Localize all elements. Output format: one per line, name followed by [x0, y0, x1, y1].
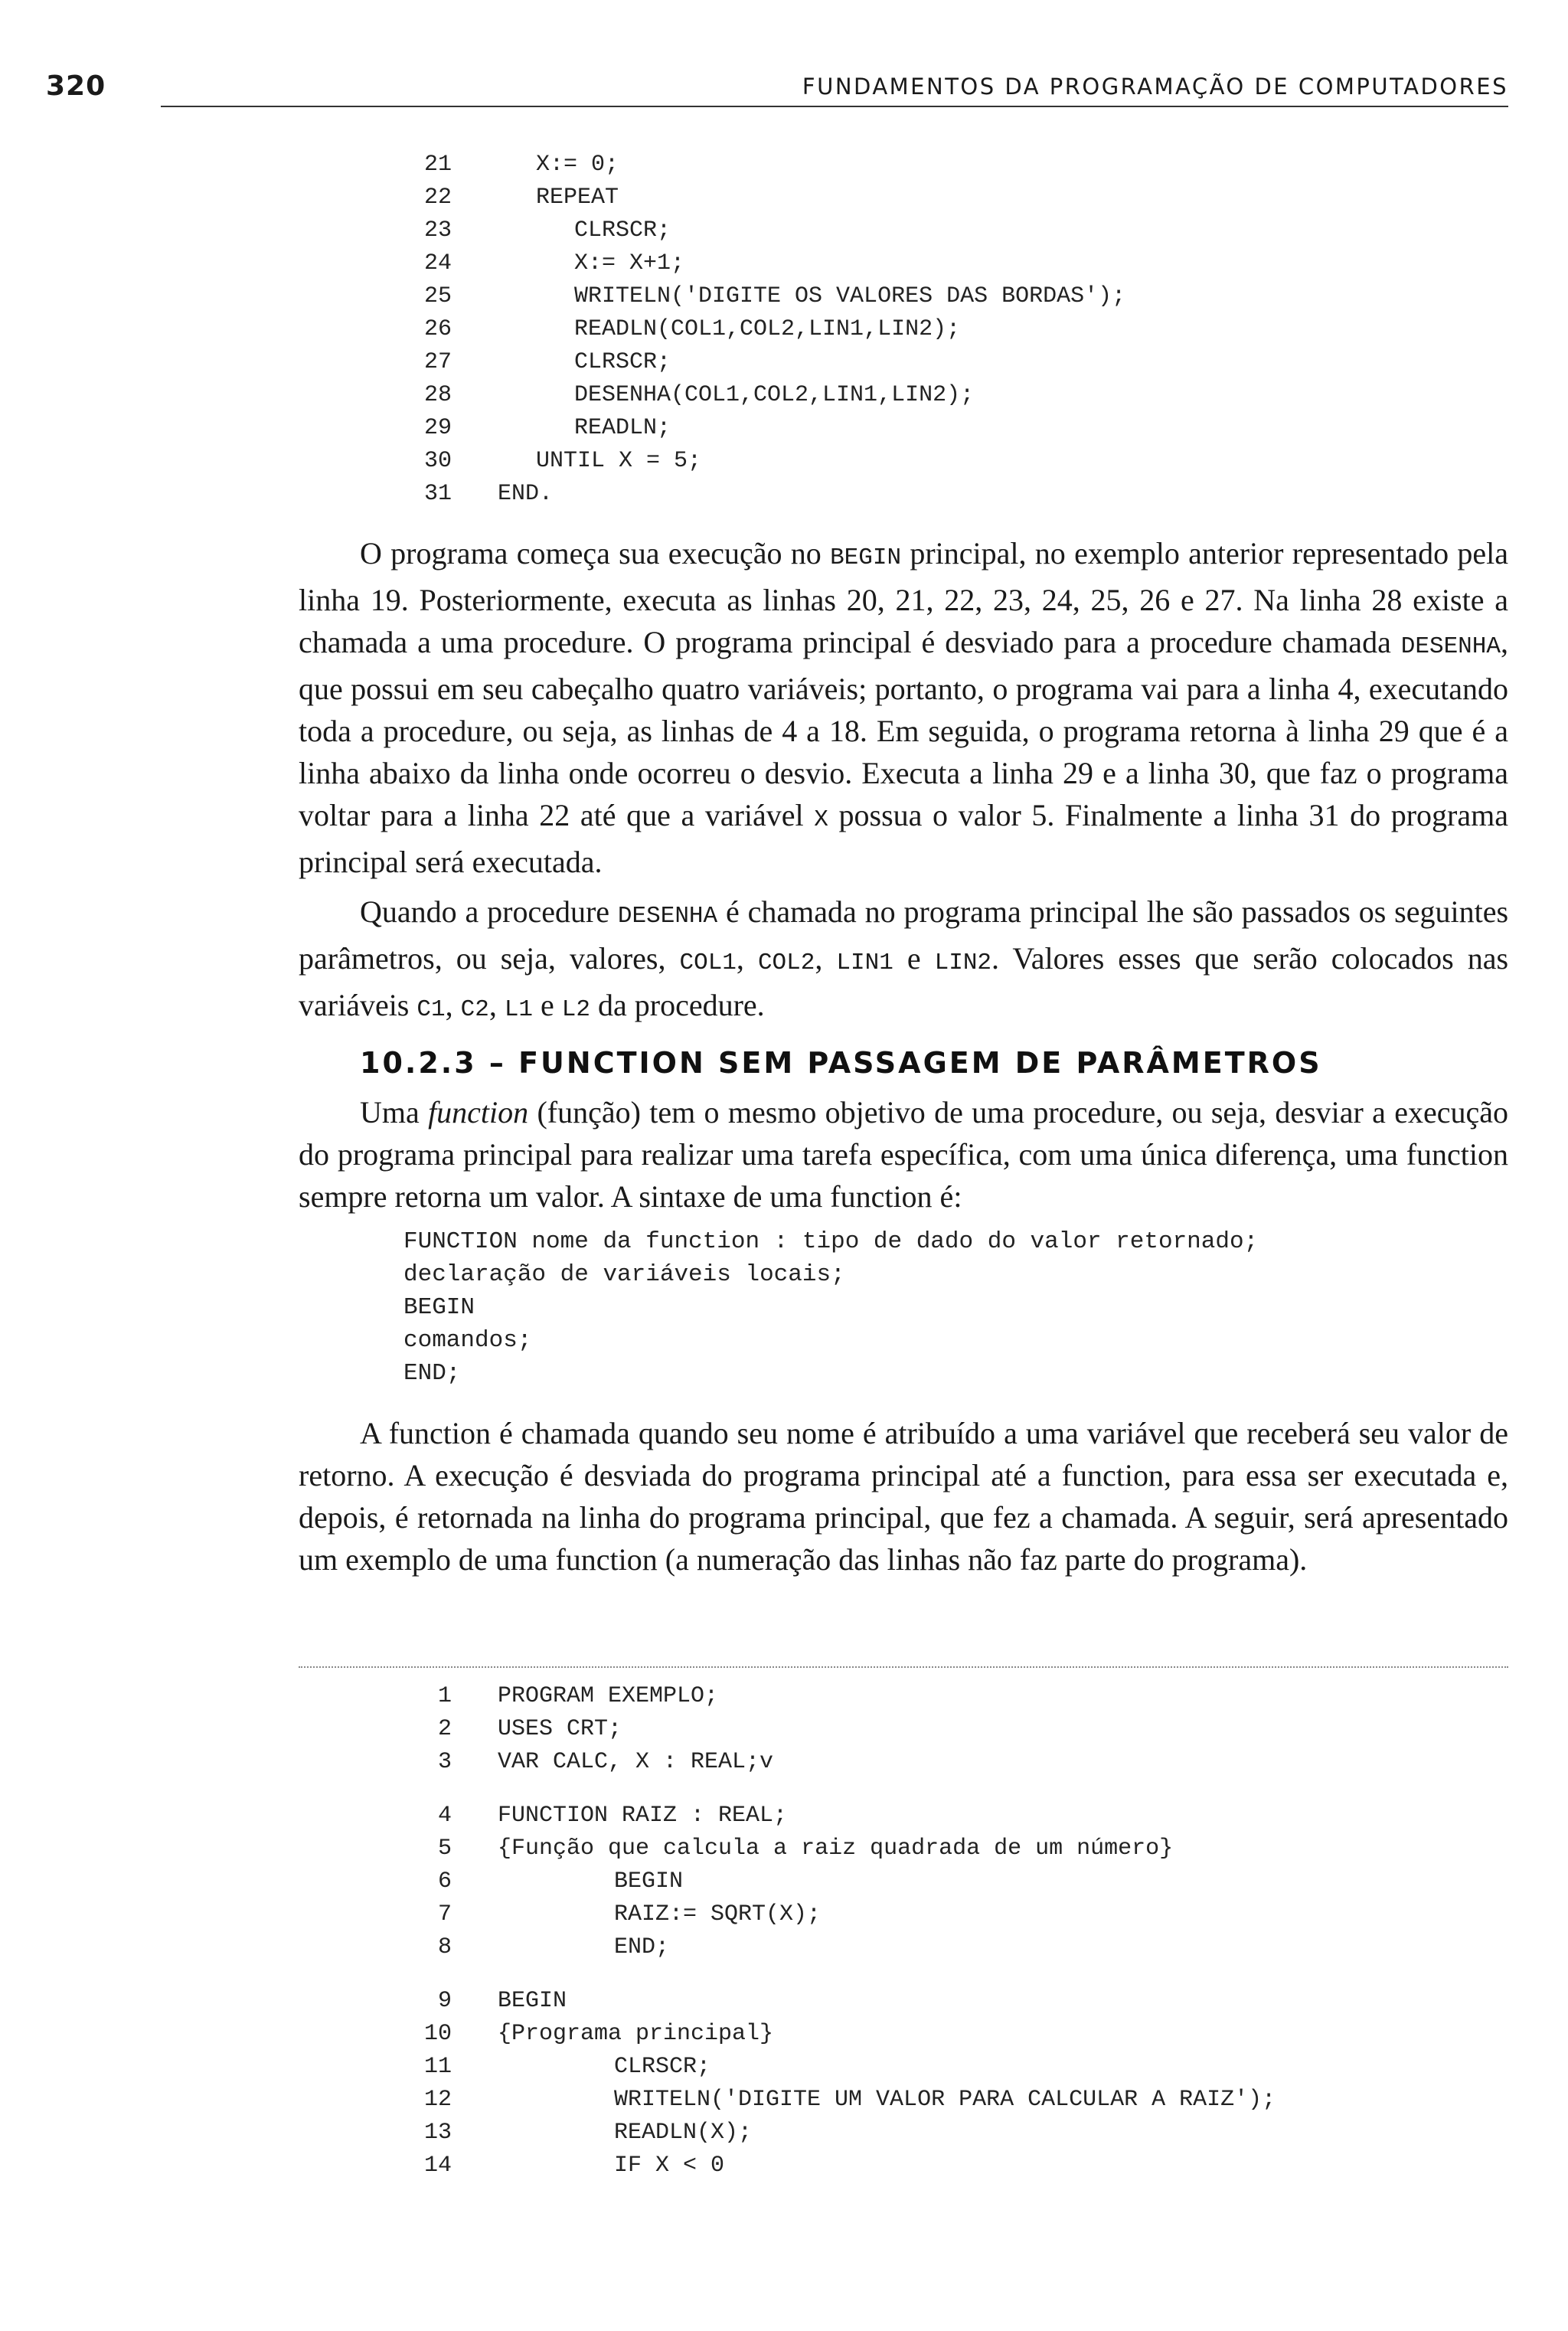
inline-code: C2	[460, 996, 489, 1023]
line-number: 3	[437, 1749, 452, 1775]
line-number: 14	[423, 2153, 452, 2179]
inline-code: LIN1	[836, 950, 893, 976]
line-number: 24	[423, 250, 452, 276]
section-heading: 10.2.3 – FUNCTION SEM PASSAGEM DE PARÂMETROS	[360, 1046, 1322, 1080]
inline-code: COL1	[679, 950, 737, 976]
code-line	[398, 247, 1470, 280]
code-line	[398, 2150, 1485, 2182]
code-line	[398, 1985, 1485, 2018]
inline-code: COL2	[757, 950, 815, 976]
code-line	[398, 149, 1470, 181]
code-text: PROGRAM EXEMPLO;	[498, 1683, 719, 1709]
code-line	[398, 1680, 1485, 1713]
body-text-function-call	[299, 1412, 1508, 1581]
inline-code: L2	[561, 996, 591, 1023]
line-number: 21	[423, 152, 452, 178]
page-number: 320	[46, 70, 106, 102]
code-line	[398, 1800, 1485, 1832]
inline-code: LIN2	[934, 950, 992, 976]
code-listing-continuation	[398, 149, 1470, 511]
code-text: {Função que calcula a raiz quadrada de um número}	[498, 1836, 1174, 1862]
inline-code: DESENHA	[617, 903, 718, 930]
inline-code: BEGIN	[830, 544, 902, 571]
code-text: BEGIN	[498, 1988, 567, 2014]
italic-term: function	[428, 1095, 529, 1130]
paragraph-function-call: A function é chamada quando seu nome é atribuído a uma variável que receberá seu valor de retorno. A execução é desviada do programa principal até a function, para essa ser executada e, depois, é retornada na linha do programa principal, que fez a chamada. A seguir, será apresentado um exemplo de uma function (a numeração das linhas não faz parte do programa).	[299, 1416, 1508, 1577]
line-number: 31	[423, 481, 452, 507]
code-text: IF X < 0	[614, 2153, 725, 2179]
code-line	[398, 313, 1470, 346]
code-line	[398, 379, 1470, 412]
code-line	[398, 1713, 1485, 1746]
syntax-line: declaração de variáveis locais;	[403, 1261, 845, 1288]
code-text: BEGIN	[614, 1868, 684, 1895]
code-line	[398, 214, 1470, 247]
code-text: X:= 0;	[536, 152, 619, 178]
line-number: 22	[423, 185, 452, 211]
line-number: 8	[437, 1934, 452, 1960]
code-text: REPEAT	[536, 185, 619, 211]
code-text: RAIZ:= SQRT(X);	[614, 1901, 822, 1927]
line-number: 4	[437, 1803, 452, 1829]
code-text: USES CRT;	[498, 1716, 622, 1742]
paragraph-parameters: Quando a procedure DESENHA é chamada no programa principal lhe são passados os seguintes parâmetros, ou seja, valores, COL1, COL2, LIN1 e LIN2. Valores esses que serão colocados nas variáveis C1, C2, L1 e L2 da procedure.	[299, 894, 1509, 1023]
code-line	[398, 2084, 1485, 2117]
code-text: END.	[498, 481, 554, 507]
code-line	[398, 1832, 1485, 1865]
syntax-line: END;	[403, 1360, 461, 1387]
code-text: CLRSCR;	[614, 2054, 711, 2080]
code-text: END;	[614, 1934, 670, 1960]
code-listing-function-example	[398, 1680, 1485, 2182]
code-line	[398, 412, 1470, 445]
code-text: WRITELN('DIGITE OS VALORES DAS BORDAS');	[574, 283, 1126, 309]
syntax-line: BEGIN	[403, 1294, 475, 1321]
code-text: READLN(COL1,COL2,LIN1,LIN2);	[574, 316, 961, 342]
line-number: 1	[437, 1683, 452, 1709]
code-text: READLN;	[574, 415, 671, 441]
syntax-line: FUNCTION nome da function : tipo de dado do valor retornado;	[403, 1228, 1259, 1255]
line-number: 12	[423, 2087, 452, 2113]
code-text: {Programa principal}	[498, 2021, 774, 2047]
code-text: FUNCTION RAIZ : REAL;	[498, 1803, 788, 1829]
code-text: READLN(X);	[614, 2120, 753, 2146]
line-number: 10	[423, 2021, 452, 2047]
inline-code: C1	[416, 996, 446, 1023]
paragraph-function-definition: Uma function (função) tem o mesmo objetivo de uma procedure, ou seja, desviar a execução do programa principal para realizar uma tarefa específica, com uma única diferença, uma function sempre retorna um valor. A sintaxe de uma function é:	[299, 1095, 1508, 1214]
body-text-top	[299, 532, 1508, 1031]
code-line	[398, 280, 1470, 313]
code-text: DESENHA(COL1,COL2,LIN1,LIN2);	[574, 382, 975, 408]
line-number: 25	[423, 283, 452, 309]
code-text: WRITELN('DIGITE UM VALOR PARA CALCULAR A RAIZ');	[614, 2087, 1276, 2113]
syntax-line: comandos;	[403, 1327, 532, 1354]
line-number: 11	[423, 2054, 452, 2080]
running-title: FUNDAMENTOS DA PROGRAMAÇÃO DE COMPUTADORES	[802, 74, 1508, 100]
line-number: 23	[423, 217, 452, 244]
code-text: UNTIL X = 5;	[536, 448, 702, 474]
code-text: CLRSCR;	[574, 217, 671, 244]
code-line	[398, 478, 1470, 511]
header-rule	[161, 106, 1508, 107]
line-number: 6	[437, 1868, 452, 1895]
code-text: CLRSCR;	[574, 349, 671, 375]
code-line	[398, 2018, 1485, 2051]
code-line	[398, 2117, 1485, 2150]
code-line	[398, 1898, 1485, 1931]
paragraph-execution-flow: O programa começa sua execução no BEGIN principal, no exemplo anterior representado pela linha 19. Posteriormente, executa as linhas 20, 21, 22, 23, 24, 25, 26 e 27. Na linha 28 existe a chamada a uma procedure. O programa principal é desviado para a procedure chamada DESENHA, que possui em seu cabeçalho quatro variáveis; portanto, o programa vai para a linha 4, executando toda a procedure, ou seja, as linhas de 4 a 18. Em seguida, o programa retorna à linha 29 que é a linha abaixo da linha onde ocorreu o desvio. Executa a linha 29 e a linha 30, que faz o programa voltar para a linha 22 até que a variável X possua o valor 5. Finalmente a linha 31 do programa principal será executada.	[299, 536, 1508, 879]
line-number: 2	[437, 1716, 452, 1742]
code-line	[398, 1931, 1485, 1964]
code-line	[398, 445, 1470, 478]
body-text-function-intro	[299, 1091, 1508, 1218]
line-number: 13	[423, 2120, 452, 2146]
line-number: 28	[423, 382, 452, 408]
line-number: 5	[437, 1836, 452, 1862]
code-text: X:= X+1;	[574, 250, 685, 276]
inline-code: L1	[504, 996, 534, 1023]
code-line	[398, 1865, 1485, 1898]
code-line	[398, 181, 1470, 214]
code-line	[398, 346, 1470, 379]
line-number: 30	[423, 448, 452, 474]
line-number: 27	[423, 349, 452, 375]
code-line	[398, 1746, 1485, 1779]
line-number: 29	[423, 415, 452, 441]
line-number: 7	[437, 1901, 452, 1927]
line-number: 26	[423, 316, 452, 342]
inline-code: X	[814, 806, 828, 833]
line-number: 9	[437, 1988, 452, 2014]
code-line	[398, 2051, 1485, 2084]
function-syntax-block	[403, 1225, 1258, 1390]
dotted-divider	[299, 1666, 1508, 1668]
page-header	[46, 70, 1508, 109]
code-text: VAR CALC, X : REAL;v	[498, 1749, 774, 1775]
inline-code: DESENHA	[1400, 633, 1501, 660]
